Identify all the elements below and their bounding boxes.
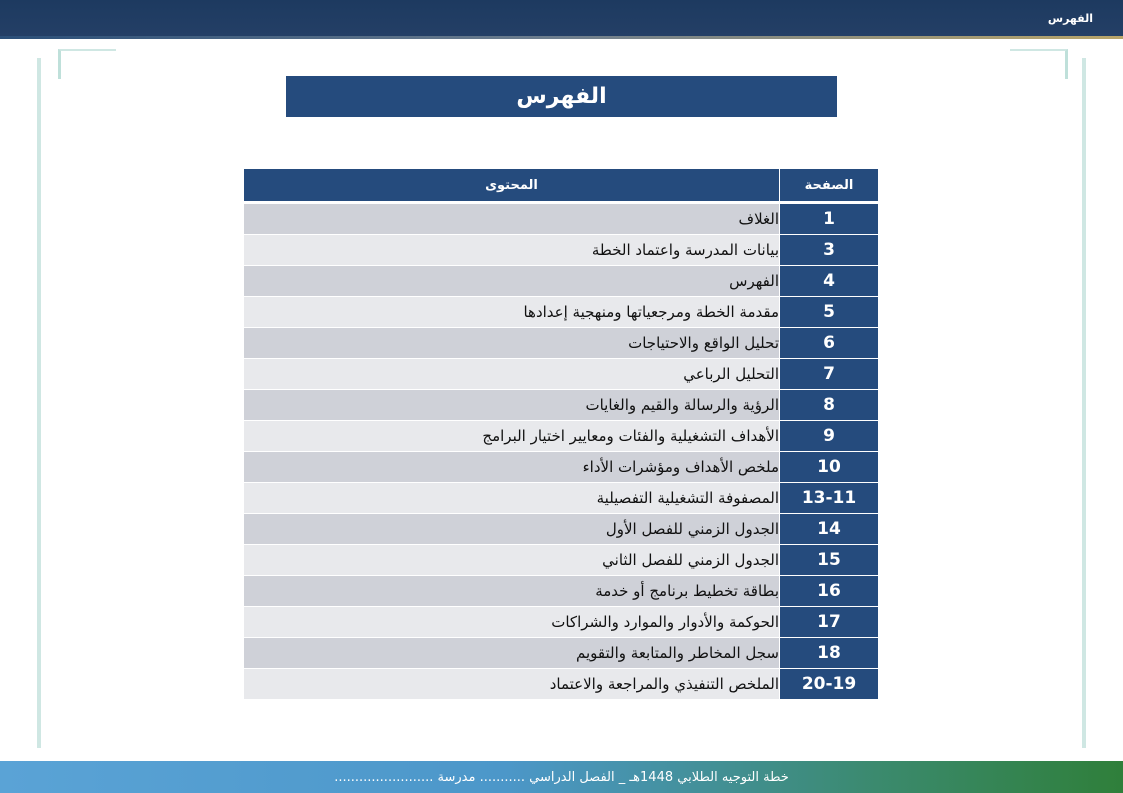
table-row — [244, 669, 879, 700]
index-table — [243, 168, 879, 700]
table-row — [244, 576, 879, 607]
top-right-corner-ornament — [1010, 49, 1068, 79]
page-number-cell: 14 — [780, 514, 879, 545]
page-title: الفهرس — [286, 76, 837, 117]
page-number-cell: 6 — [780, 328, 879, 359]
table-row — [244, 203, 879, 235]
table-row — [244, 390, 879, 421]
page-number-cell: 7 — [780, 359, 879, 390]
page-number-cell: 17 — [780, 607, 879, 638]
table-row — [244, 235, 879, 266]
content-cell: التحليل الرباعي — [244, 359, 780, 390]
footer-text: خطة التوجيه الطلابي 1448هـ _ الفصل الدراسي ........... مدرسة ........................ — [334, 769, 789, 785]
page-column-header: الصفحة — [780, 169, 879, 203]
content-cell: ملخص الأهداف ومؤشرات الأداء — [244, 452, 780, 483]
page-number-cell: 16 — [780, 576, 879, 607]
page-number-cell: 8 — [780, 390, 879, 421]
table-row — [244, 297, 879, 328]
table-row — [244, 607, 879, 638]
footer-bar — [0, 761, 1123, 793]
left-frame-line — [37, 58, 41, 748]
content-cell: الجدول الزمني للفصل الأول — [244, 514, 780, 545]
table-row — [244, 359, 879, 390]
content-cell: الرؤية والرسالة والقيم والغايات — [244, 390, 780, 421]
page-number-cell: 3 — [780, 235, 879, 266]
content-cell: تحليل الواقع والاحتياجات — [244, 328, 780, 359]
table-row — [244, 483, 879, 514]
top-left-corner-ornament — [58, 49, 116, 79]
page-number-cell: 4 — [780, 266, 879, 297]
table-row — [244, 545, 879, 576]
table-row — [244, 514, 879, 545]
table-row — [244, 328, 879, 359]
table-row — [244, 452, 879, 483]
content-cell: بطاقة تخطيط برنامج أو خدمة — [244, 576, 780, 607]
page-number-cell: 10 — [780, 452, 879, 483]
header-title: الفهرس — [1047, 12, 1093, 25]
content-cell: سجل المخاطر والمتابعة والتقويم — [244, 638, 780, 669]
content-cell: الحوكمة والأدوار والموارد والشراكات — [244, 607, 780, 638]
page-number-cell: 15 — [780, 545, 879, 576]
page-number-cell: 9 — [780, 421, 879, 452]
table-row — [244, 421, 879, 452]
content-column-header: المحتوى — [244, 169, 780, 203]
page-number-cell: 20-19 — [780, 669, 879, 700]
table-row — [244, 266, 879, 297]
content-cell: الجدول الزمني للفصل الثاني — [244, 545, 780, 576]
content-cell: الفهرس — [244, 266, 780, 297]
right-frame-line — [1082, 58, 1086, 748]
top-header-bar — [0, 0, 1123, 36]
content-cell: الغلاف — [244, 203, 780, 235]
page-number-cell: 18 — [780, 638, 879, 669]
content-cell: الأهداف التشغيلية والفئات ومعايير اختيار البرامج — [244, 421, 780, 452]
content-cell: بيانات المدرسة واعتماد الخطة — [244, 235, 780, 266]
table-row — [244, 638, 879, 669]
table-header-row — [244, 169, 879, 203]
content-cell: الملخص التنفيذي والمراجعة والاعتماد — [244, 669, 780, 700]
content-cell: المصفوفة التشغيلية التفصيلية — [244, 483, 780, 514]
page-number-cell: 1 — [780, 203, 879, 235]
page-number-cell: 5 — [780, 297, 879, 328]
header-accent-line — [0, 36, 1123, 39]
page-number-cell: 13-11 — [780, 483, 879, 514]
index-table-body — [244, 203, 879, 700]
content-cell: مقدمة الخطة ومرجعياتها ومنهجية إعدادها — [244, 297, 780, 328]
